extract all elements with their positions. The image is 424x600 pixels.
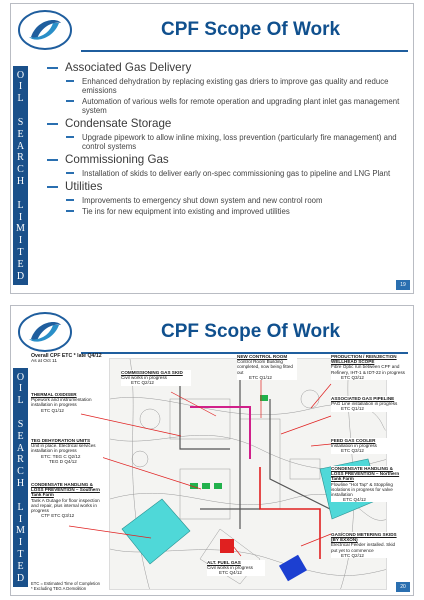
oil-search-limited-sidebar — [13, 66, 28, 285]
sidebar-letter: H — [16, 478, 25, 490]
slide-scope-of-work-2 — [10, 305, 414, 596]
sidebar-letter: R — [17, 454, 24, 466]
callout-commissioning-gas-skid: COMMISSIONING GAS SKID Civil works in progress ETC Q2/12 — [121, 370, 191, 386]
section-heading: Utilities — [47, 180, 401, 194]
sidebar-letter: A — [16, 442, 25, 454]
sidebar-letter: I — [18, 81, 23, 93]
sidebar-letter: L — [17, 93, 24, 105]
slide-content — [47, 59, 401, 216]
title-divider — [81, 50, 408, 52]
callout-condensate-southern: CONDENSATE HANDLING & LOSS PREVENTION – Southern Tank Farm Tank A Outage for floor inspection and repair, plus internal works in progress CTF ETC Q3/12 — [31, 482, 105, 518]
section-associated-gas — [47, 61, 401, 115]
slide-title: CPF Scope Of Work — [161, 321, 341, 342]
sidebar-letter: S — [17, 116, 24, 128]
sidebar-letter: A — [16, 140, 25, 152]
oil-search-logo — [17, 9, 73, 51]
slide-title: CPF Scope Of Work — [161, 19, 341, 40]
sidebar-letter: D — [16, 270, 25, 282]
callout-condensate-northern: CONDENSATE HANDLING & LOSS PREVENTION – Northern Tank Farm Flowline "Hot Tap" & Stoppling isolations in progress for valve installation ETC Q4/12 — [331, 466, 400, 503]
sidebar-letter: I — [18, 383, 23, 395]
sidebar-letter: R — [17, 152, 24, 164]
sidebar-letter: M — [16, 223, 25, 235]
sidebar-letter: E — [17, 430, 24, 442]
sidebar-letter: E — [17, 258, 24, 270]
callout-gas-metering-skids: GAS/COND METERING SKIDS (BY EXXON) Electrical Feeder installed. Skid put yet to commence ETC Q2/12 — [331, 532, 401, 558]
sidebar-letter: C — [17, 466, 24, 478]
section-heading: Condensate Storage — [47, 117, 401, 131]
sidebar-letter: T — [17, 549, 24, 561]
callout-teg-dehydration: TEG DEHYDRATION UNITS Unit in place. Electrical services installation in progress ETC: TEG C Q2/12 TEG D Q4/12 — [31, 438, 103, 464]
section-utilities — [47, 180, 401, 216]
sidebar-letter: I — [18, 513, 23, 525]
callout-thermal-oxidiser: THERMAL OXIDISER Pipework and instrumentation installation in progress ETC Q1/12 — [31, 392, 101, 413]
section-condensate-storage — [47, 117, 401, 151]
sidebar-letter: L — [17, 395, 24, 407]
section-heading: Commissioning Gas — [47, 153, 401, 167]
footnotes: ETC = Estimated Time of Completion * Excluding TEG A Demolition — [31, 581, 101, 591]
sidebar-letter: L — [17, 199, 24, 211]
section-heading: Associated Gas Delivery — [47, 61, 401, 75]
sidebar-letter: I — [18, 235, 23, 247]
sidebar-letter: O — [16, 371, 25, 383]
sidebar-letter: S — [17, 418, 24, 430]
callout-associated-gas-pipeline: ASSOCIATED GAS PIPELINE PAG Line installation in progress ETC Q1/12 — [331, 396, 401, 412]
sidebar-letter: M — [16, 525, 25, 537]
sidebar-letter: O — [16, 69, 25, 81]
sidebar-letter: I — [18, 537, 23, 549]
callout-feed-gas-cooler: FEED GAS COOLER Installation in progress ETC Q3/12 — [331, 438, 401, 454]
page-number: 20 — [396, 582, 410, 592]
callout-production-reinjection: PRODUCTION / REINJECTION WELLHEAD SCOPE Fibre Optic run between CPF and Refinery, IHT-1 & IDT-22 in progress ETC Q3/12 — [331, 354, 405, 380]
page-number: 19 — [396, 280, 410, 290]
bullet-item: Tie ins for new equipment into existing and improved utilities — [47, 207, 401, 216]
bullet-item: Installation of skids to deliver early on-spec commissioning gas to pipeline and LNG Plant — [47, 169, 401, 178]
sidebar-letter: L — [17, 501, 24, 513]
sidebar-letter: I — [18, 211, 23, 223]
overall-etc: Overall CPF ETC * late Q4/12 As at Oct 11 — [31, 353, 102, 365]
bullet-item: Automation of various wells for remote operation and upgrading plant inlet gas management system — [47, 97, 401, 115]
section-commissioning-gas — [47, 153, 401, 178]
sidebar-letter: D — [16, 572, 25, 584]
sidebar-letter: E — [17, 560, 24, 572]
bullet-item: Improvements to emergency shut down system and new control room — [47, 196, 401, 205]
sidebar-letter: C — [17, 164, 24, 176]
sidebar-letter: T — [17, 247, 24, 259]
bullet-item: Upgrade pipework to allow inline mixing, loss prevention (particularly fire management) and control systems — [47, 133, 401, 151]
sidebar-letter: E — [17, 128, 24, 140]
callout-new-control-room: NEW CONTROL ROOM Control Room Building completed, now being fitted out ETC Q1/12 — [237, 354, 297, 380]
slide-scope-of-work-1 — [10, 3, 414, 294]
bullet-item: Enhanced dehydration by replacing existing gas driers to improve gas quality and reduce emissions — [47, 77, 401, 95]
callout-alt-fuel-gas: ALT. FUEL GAS Civil works in progress ETC Q4/12 — [207, 560, 265, 576]
sidebar-letter: H — [16, 176, 25, 188]
